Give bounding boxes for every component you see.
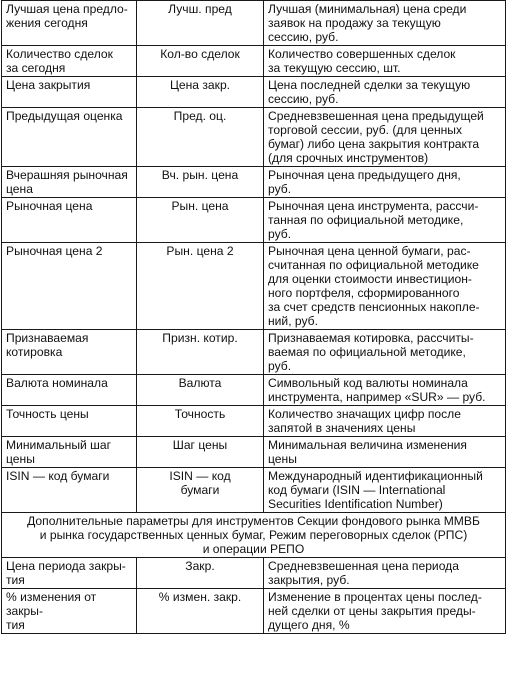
section-header-row — [2, 513, 506, 558]
param-name: Цена периода закры- тия — [2, 558, 137, 589]
param-description: Количество значащих цифр после запятой в значениях цены — [264, 406, 506, 437]
param-description: Изменение в процентах цены послед- ней сделки от цены закрытия преды- дущего дня, % — [264, 589, 506, 634]
table-row — [2, 198, 506, 243]
table-row — [2, 437, 506, 468]
param-name: Вчерашняя рыночная цена — [2, 167, 137, 198]
param-abbr: Шаг цены — [137, 437, 264, 468]
param-abbr: Кол-во сделок — [137, 46, 264, 77]
param-description: Рыночная цена предыдущего дня, руб. — [264, 167, 506, 198]
param-description: Количество совершенных сделок за текущую сессию, шт. — [264, 46, 506, 77]
param-abbr: Призн. котир. — [137, 330, 264, 375]
table-row — [2, 243, 506, 330]
param-name: Валюта номинала — [2, 375, 137, 406]
parameters-table — [1, 0, 506, 634]
param-name: Количество сделок за сегодня — [2, 46, 137, 77]
param-abbr: % измен. закр. — [137, 589, 264, 634]
param-abbr: Закр. — [137, 558, 264, 589]
param-description: Лучшая (минимальная) цена среди заявок на продажу за текущую сессию, руб. — [264, 1, 506, 46]
table-row — [2, 468, 506, 513]
param-name: Лучшая цена предло- жения сегодня — [2, 1, 137, 46]
param-description: Рыночная цена ценной бумаги, рас- считанная по официальной методике для оценки стоимости инвестицион- ного портфеля, сформированного за счет средств пенсионных накопле- ний, руб. — [264, 243, 506, 330]
param-name: Точность цены — [2, 406, 137, 437]
param-description: Средневзвешенная цена предыдущей торговой сессии, руб. (для ценных бумаг) либо цена закрытия контракта (для срочных инструментов) — [264, 108, 506, 167]
param-name: Предыдущая оценка — [2, 108, 137, 167]
table-row — [2, 406, 506, 437]
param-name: Рыночная цена 2 — [2, 243, 137, 330]
param-description: Международный идентификационный код бумаги (ISIN — International Securities Identification Number) — [264, 468, 506, 513]
param-description: Минимальная величина изменения цены — [264, 437, 506, 468]
param-description: Средневзвешенная цена периода закрытия, руб. — [264, 558, 506, 589]
table-row — [2, 1, 506, 46]
param-abbr: Точность — [137, 406, 264, 437]
param-abbr: Вч. рын. цена — [137, 167, 264, 198]
param-name: Цена закрытия — [2, 77, 137, 108]
param-description: Символьный код валюты номинала инструмента, например «SUR» — руб. — [264, 375, 506, 406]
table-row — [2, 108, 506, 167]
table-row — [2, 167, 506, 198]
table-row — [2, 77, 506, 108]
param-abbr: Лучш. пред — [137, 1, 264, 46]
param-abbr: Рын. цена 2 — [137, 243, 264, 330]
param-description: Цена последней сделки за текущую сессию, руб. — [264, 77, 506, 108]
param-abbr: Рын. цена — [137, 198, 264, 243]
param-abbr: ISIN — код бумаги — [137, 468, 264, 513]
param-abbr: Цена закр. — [137, 77, 264, 108]
param-abbr: Пред. оц. — [137, 108, 264, 167]
section-header: Дополнительные параметры для инструментов Секции фондового рынка ММВБ и рынка государственных ценных бумаг, Режим переговорных сделок (РПС) и операции РЕПО — [2, 513, 506, 558]
param-description: Рыночная цена инструмента, рассчи- танная по официальной методике, руб. — [264, 198, 506, 243]
param-abbr: Валюта — [137, 375, 264, 406]
param-name: Признаваемая котировка — [2, 330, 137, 375]
param-name: Рыночная цена — [2, 198, 137, 243]
param-name: Минимальный шаг цены — [2, 437, 137, 468]
param-description: Признаваемая котировка, рассчиты- ваемая по официальной методике, руб. — [264, 330, 506, 375]
table-row — [2, 375, 506, 406]
table-row — [2, 589, 506, 634]
table-row — [2, 330, 506, 375]
param-name: % изменения от закры- тия — [2, 589, 137, 634]
param-name: ISIN — код бумаги — [2, 468, 137, 513]
table-row — [2, 558, 506, 589]
table-row — [2, 46, 506, 77]
